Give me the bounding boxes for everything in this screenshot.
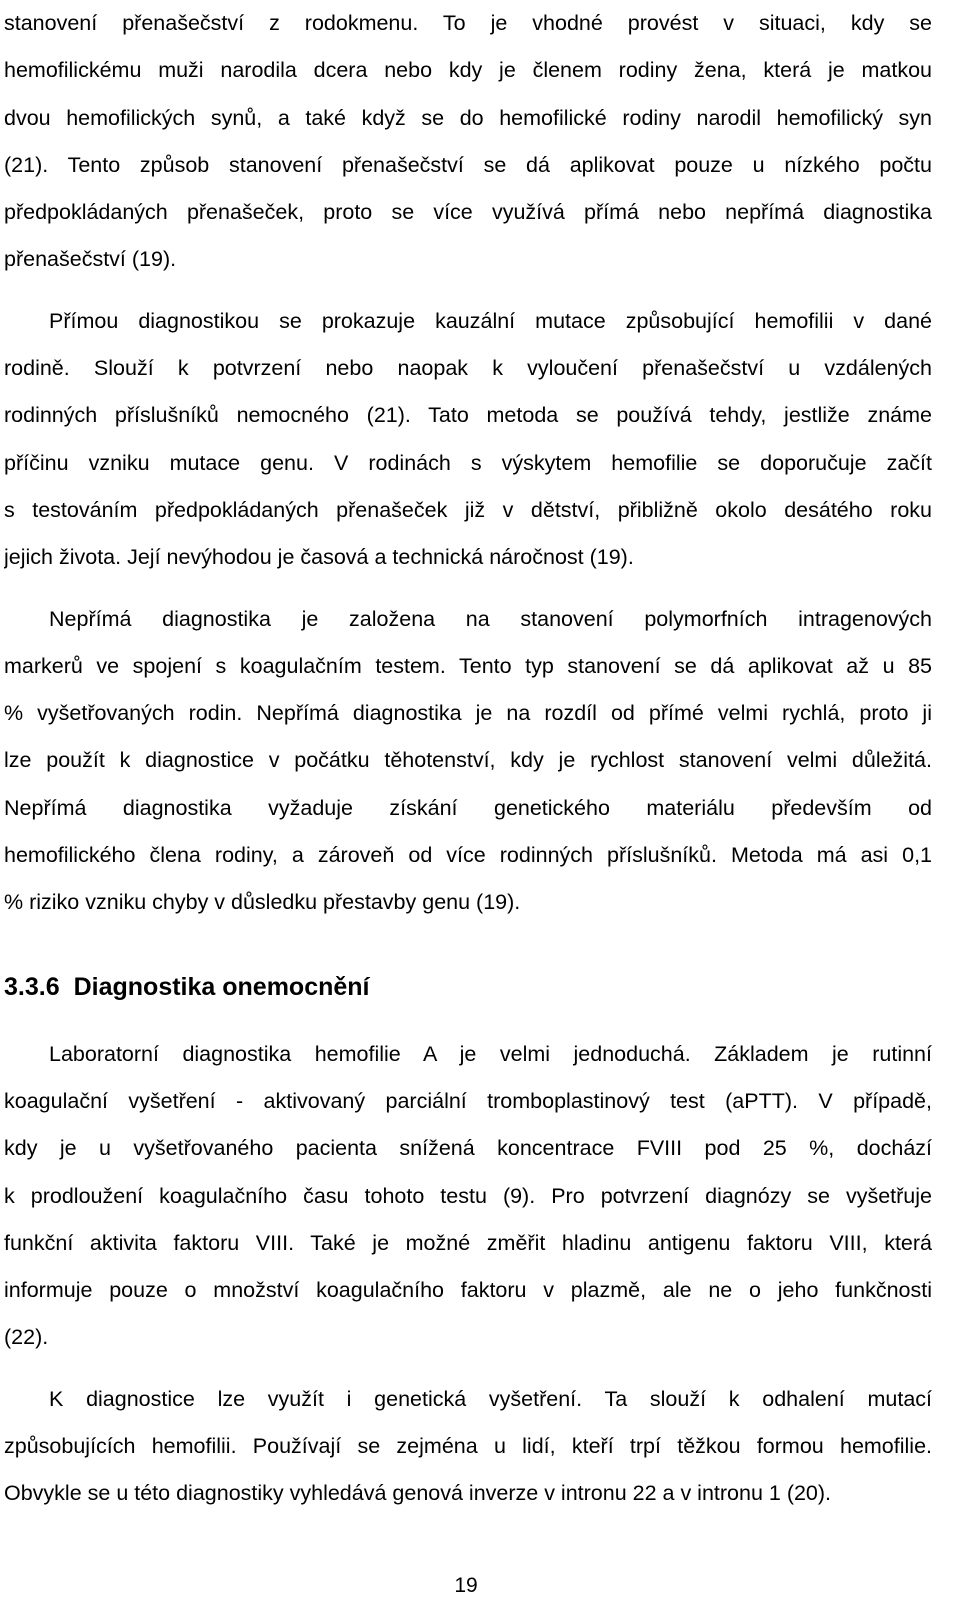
text-line: koagulační vyšetření - aktivovaný parciální tromboplastinový test (aPTT). V případě, (4, 1088, 932, 1113)
text-line: funkční aktivita faktoru VIII. Také je možné změřit hladinu antigenu faktoru VIII, která (4, 1230, 932, 1255)
paragraph (4, 1031, 932, 1362)
text-line: příčinu vzniku mutace genu. V rodinách s výskytem hemofilie se doporučuje začít (4, 450, 932, 475)
text-line: markerů ve spojení s koagulačním testem. Tento typ stanovení se dá aplikovat až u 85 (4, 653, 932, 678)
text-line: stanovení přenašečství z rodokmenu. To je vhodné provést v situaci, kdy se (4, 11, 932, 35)
text-line: s testováním předpokládaných přenašeček již v dětství, přibližně okolo desátého roku (4, 497, 932, 522)
text-line: (22). (4, 1325, 49, 1350)
text-line: Přímou diagnostikou se prokazuje kauzální mutace způsobující hemofilii v dané (49, 308, 932, 333)
text-line: rodině. Slouží k potvrzení nebo naopak k vyloučení přenašečství u vzdálených (4, 356, 932, 381)
text-line: K diagnostice lze využít i genetická vyšetření. Ta slouží k odhalení mutací (49, 1386, 932, 1411)
page-number: 19 (454, 1574, 478, 1597)
paragraph (4, 0, 932, 284)
paragraph (4, 1376, 932, 1518)
text-line: hemofilického člena rodiny, a zároveň od více rodinných příslušníků. Metoda má asi 0,1 (4, 843, 932, 868)
text-line: k prodloužení koagulačního času tohoto testu (9). Pro potvrzení diagnózy se vyšetřuje (4, 1183, 932, 1208)
text-line: hemofilickému muži narodila dcera nebo kdy je členem rodiny žena, která je matkou (4, 58, 932, 83)
text-line: způsobujících hemofilii. Používají se zejména u lidí, kteří trpí těžkou formou hemofilie. (4, 1434, 932, 1459)
text-line: kdy je u vyšetřovaného pacienta snížená koncentrace FVIII pod 25 %, dochází (4, 1136, 932, 1161)
text-line: (21). Tento způsob stanovení přenašečství se dá aplikovat pouze u nízkého počtu (4, 152, 932, 177)
page-body (4, 0, 932, 1518)
paragraph (4, 298, 932, 582)
section-title: Diagnostika onemocnění (73, 972, 370, 1001)
text-line: Laboratorní diagnostika hemofilie A je velmi jednoduchá. Základem je rutinní (49, 1041, 932, 1066)
text-line: % vyšetřovaných rodin. Nepřímá diagnostika je na rozdíl od přímé velmi rychlá, proto ji (4, 701, 932, 726)
paragraph (4, 596, 932, 927)
text-line: předpokládaných přenašeček, proto se více využívá přímá nebo nepřímá diagnostika (4, 200, 932, 225)
text-line: Nepřímá diagnostika je založena na stanovení polymorfních intragenových (49, 606, 932, 631)
section-heading (4, 957, 932, 1017)
text-line: informuje pouze o množství koagulačního faktoru v plazmě, ale ne o jeho funkčnosti (4, 1278, 932, 1303)
text-line: přenašečství (19). (4, 247, 177, 272)
text-line: rodinných příslušníků nemocného (21). Tato metoda se používá tehdy, jestliže známe (4, 403, 932, 428)
text-line: jejich života. Její nevýhodou je časová a technická náročnost (19). (4, 545, 634, 570)
text-line: Obvykle se u této diagnostiky vyhledává genová inverze v intronu 22 a v intronu 1 (20). (4, 1481, 832, 1506)
text-line: dvou hemofilických synů, a také když se do hemofilické rodiny narodil hemofilický syn (4, 105, 932, 130)
section-number: 3.3.6 (4, 972, 60, 1001)
text-line: Nepřímá diagnostika vyžaduje získání genetického materiálu především od (4, 795, 932, 820)
text-line: % riziko vzniku chyby v důsledku přestavby genu (19). (4, 890, 521, 915)
text-line: lze použít k diagnostice v počátku těhotenství, kdy je rychlost stanovení velmi důležitá. (4, 748, 932, 773)
